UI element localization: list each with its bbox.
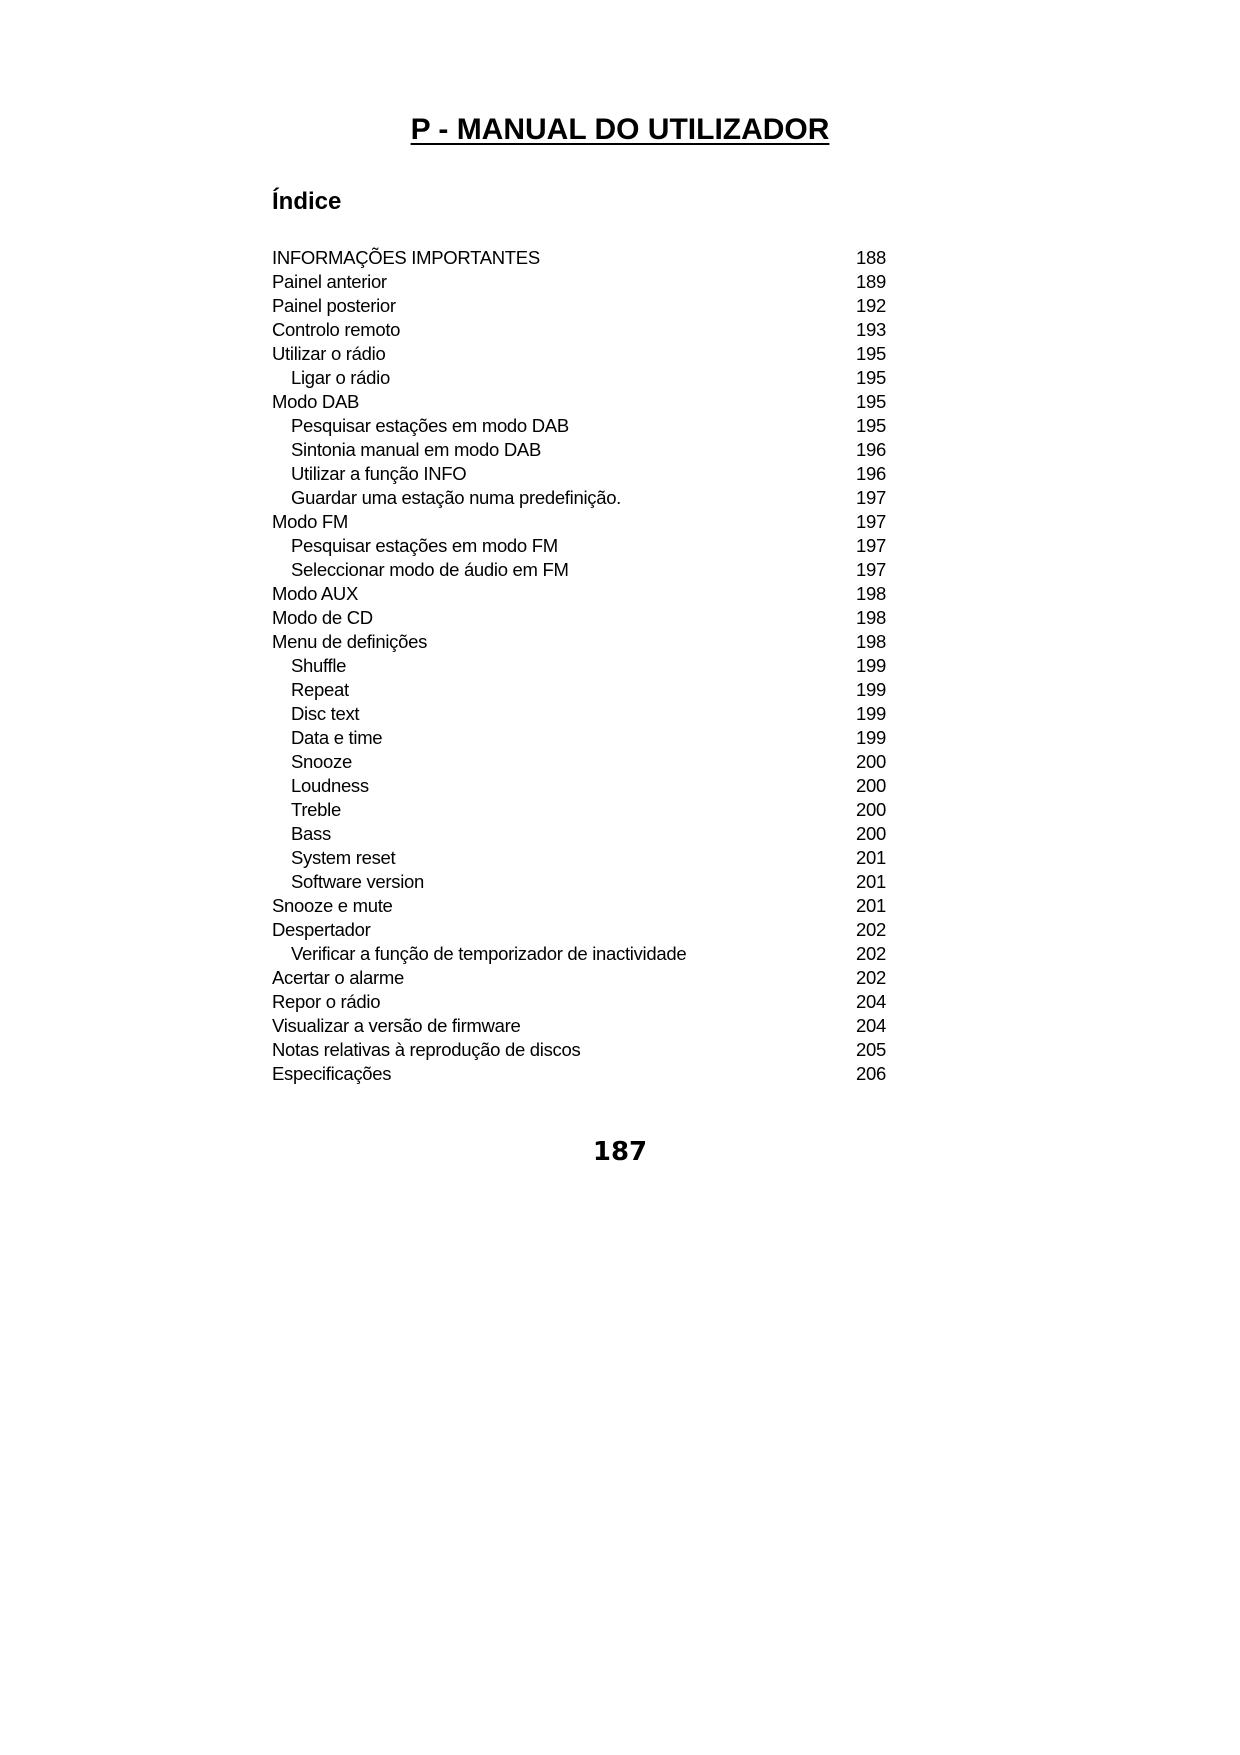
toc-entry-label: Pesquisar estações em modo DAB	[291, 415, 569, 436]
toc-entry-page: 192	[856, 295, 886, 316]
toc-entry-label: Utilizar o rádio	[272, 343, 386, 364]
toc-entry-label: Software version	[291, 871, 424, 892]
toc-entry	[272, 1014, 886, 1038]
toc-entry-label: Verificar a função de temporizador de inactividade	[291, 943, 687, 964]
toc-entry-page: 196	[856, 463, 886, 484]
toc-entry-page: 199	[856, 703, 886, 724]
toc-entry-page: 201	[856, 847, 886, 868]
toc-entry-page: 195	[856, 343, 886, 364]
toc-entry-page: 200	[856, 823, 886, 844]
toc-entry-label: Disc text	[291, 703, 360, 724]
page-number: 187	[592, 1137, 648, 1167]
toc-entry-page: 198	[856, 631, 886, 652]
toc-entry	[272, 606, 886, 630]
toc-entry	[272, 486, 886, 510]
toc-entry	[272, 558, 886, 582]
toc-entry-page: 199	[856, 655, 886, 676]
toc-entry-label: Modo DAB	[272, 391, 360, 412]
toc-entry-label: Treble	[291, 799, 341, 820]
toc-entry	[272, 342, 886, 366]
toc-entry-page: 199	[856, 679, 886, 700]
toc-entry-page: 200	[856, 799, 886, 820]
toc-entry	[272, 462, 886, 486]
toc-entry	[272, 966, 886, 990]
toc-entry-label: Data e time	[291, 727, 383, 748]
toc-entry	[272, 894, 886, 918]
toc-entry-label: Ligar o rádio	[291, 367, 390, 388]
toc-entry-page: 206	[856, 1063, 886, 1084]
toc-entry-page: 197	[856, 487, 886, 508]
toc-entry-label: Seleccionar modo de áudio em FM	[291, 559, 569, 580]
toc-entry-label: Guardar uma estação numa predefinição.	[291, 487, 622, 508]
toc-entry	[272, 366, 886, 390]
toc-entry-label: Painel posterior	[272, 295, 396, 316]
toc-entry-label: Painel anterior	[272, 271, 387, 292]
toc-entry	[272, 822, 886, 846]
toc-entry	[272, 582, 886, 606]
toc-entry-page: 195	[856, 415, 886, 436]
toc-entry	[272, 726, 886, 750]
toc-entry-label: Snooze	[291, 751, 352, 772]
toc-entry-label: Bass	[291, 823, 331, 844]
toc-entry	[272, 702, 886, 726]
toc-entry-page: 204	[856, 1015, 886, 1036]
toc-entry	[272, 1038, 886, 1062]
toc-entry-label: Controlo remoto	[272, 319, 401, 340]
toc-entry	[272, 798, 886, 822]
toc-entry-label: Menu de definições	[272, 631, 428, 652]
toc-entry	[272, 318, 886, 342]
table-of-contents	[272, 246, 886, 1086]
toc-entry-page: 197	[856, 535, 886, 556]
toc-entry	[272, 390, 886, 414]
toc-entry-label: Snooze e mute	[272, 895, 393, 916]
toc-entry	[272, 678, 886, 702]
toc-entry-page: 193	[856, 319, 886, 340]
toc-entry	[272, 654, 886, 678]
toc-entry-page: 205	[856, 1039, 886, 1060]
toc-entry	[272, 990, 886, 1014]
toc-entry	[272, 918, 886, 942]
toc-entry	[272, 846, 886, 870]
toc-entry	[272, 510, 886, 534]
toc-entry	[272, 750, 886, 774]
toc-entry-page: 198	[856, 607, 886, 628]
toc-entry-label: Especificações	[272, 1063, 392, 1084]
toc-heading: Índice	[272, 188, 342, 215]
toc-entry	[272, 438, 886, 462]
toc-entry	[272, 870, 886, 894]
toc-entry-page: 201	[856, 871, 886, 892]
toc-entry-page: 198	[856, 583, 886, 604]
toc-entry-label: Pesquisar estações em modo FM	[291, 535, 558, 556]
toc-entry-label: Repor o rádio	[272, 991, 381, 1012]
toc-entry-page: 195	[856, 367, 886, 388]
toc-entry	[272, 270, 886, 294]
toc-entry-page: 200	[856, 775, 886, 796]
toc-entry-page: 196	[856, 439, 886, 460]
toc-entry-label: Modo AUX	[272, 583, 359, 604]
toc-entry	[272, 294, 886, 318]
toc-entry	[272, 414, 886, 438]
toc-entry-label: Shuffle	[291, 655, 347, 676]
toc-entry-label: Acertar o alarme	[272, 967, 404, 988]
toc-entry-page: 189	[856, 271, 886, 292]
toc-entry	[272, 774, 886, 798]
toc-entry	[272, 630, 886, 654]
toc-entry-page: 195	[856, 391, 886, 412]
toc-entry	[272, 942, 886, 966]
toc-entry	[272, 246, 886, 270]
toc-entry-page: 202	[856, 919, 886, 940]
toc-entry-page: 202	[856, 967, 886, 988]
document-title: P - MANUAL DO UTILIZADOR	[410, 113, 830, 146]
toc-entry-page: 201	[856, 895, 886, 916]
toc-entry-label: Visualizar a versão de firmware	[272, 1015, 521, 1036]
toc-entry-page: 197	[856, 559, 886, 580]
toc-entry-page: 199	[856, 727, 886, 748]
toc-entry-page: 200	[856, 751, 886, 772]
toc-entry-label: Despertador	[272, 919, 371, 940]
toc-entry-label: Modo FM	[272, 511, 349, 532]
toc-entry-page: 197	[856, 511, 886, 532]
toc-entry	[272, 534, 886, 558]
toc-entry-label: System reset	[291, 847, 396, 868]
toc-entry	[272, 1062, 886, 1086]
toc-entry-page: 204	[856, 991, 886, 1012]
toc-entry-page: 202	[856, 943, 886, 964]
toc-entry-label: Notas relativas à reprodução de discos	[272, 1039, 581, 1060]
toc-entry-label: Utilizar a função INFO	[291, 463, 467, 484]
toc-entry-label: Loudness	[291, 775, 369, 796]
toc-entry-label: Sintonia manual em modo DAB	[291, 439, 542, 460]
toc-entry-label: INFORMAÇÕES IMPORTANTES	[272, 247, 540, 268]
toc-entry-page: 188	[856, 247, 886, 268]
toc-entry-label: Modo de CD	[272, 607, 373, 628]
toc-entry-label: Repeat	[291, 679, 349, 700]
